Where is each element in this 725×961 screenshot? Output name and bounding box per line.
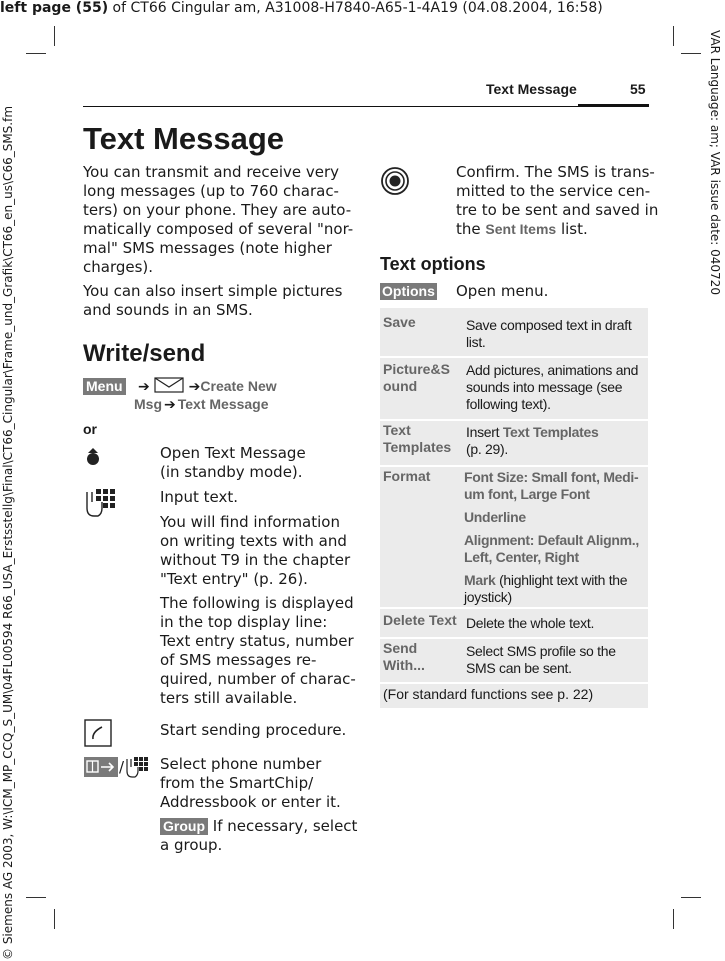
text-line: The following is displayed (160, 594, 354, 612)
text-line: list. (466, 334, 486, 350)
format-mark (464, 572, 646, 606)
text-line: Left, Center, Right (464, 549, 579, 565)
menu-path-line-2 (134, 395, 269, 414)
text-line: from the SmartChip/ (160, 774, 314, 792)
text-line: Templates (383, 439, 452, 455)
step-select (160, 755, 341, 812)
options-row (380, 282, 437, 301)
text-line: (p. 29). (466, 441, 508, 457)
intro-paragraph-2 (83, 282, 342, 320)
text-line: tre to be sent and saved in (456, 201, 659, 219)
text-line: SMS can be sent. (466, 660, 572, 676)
text-line: of SMS messages re- (160, 651, 317, 669)
group-text: If necessary, select (208, 817, 358, 835)
table-row (380, 308, 648, 356)
crop-mark (681, 53, 701, 54)
text-line: and sounds in an SMS. (83, 301, 253, 319)
option-save: Save (383, 314, 416, 330)
option-picture-sound (383, 361, 450, 395)
option-send-with-desc (466, 643, 646, 677)
step-input: Input text. (160, 488, 238, 506)
standard-functions-note: (For standard functions see p. 22) (383, 686, 594, 702)
side-margin-left: © Siemens AG 2003, W:\ICM_MP_CCQ_S_UM\04FL00594 R66_USA_Erstsstellg\Final\CT66_Cingular\Frame_und_Grafik\CT66_en_us\C66_SMS.fm (1, 105, 15, 960)
joystick-up-icon (86, 448, 100, 466)
step-display (160, 594, 356, 708)
arrow-icon: ➔ (138, 379, 150, 395)
text-line: without T9 in the chapter (160, 551, 351, 569)
text-line: Font Size: Small font, Medi- (464, 469, 639, 485)
text-line: Open Text Message (160, 444, 306, 462)
text-line: matically composed of several "nor- (83, 220, 354, 238)
text-line: on writing texts with and (160, 532, 347, 550)
text-line (466, 424, 646, 441)
options-softkey: Options (382, 283, 435, 299)
confirm-paragraph (456, 163, 658, 239)
text-line: Add pictures, animations and (466, 362, 639, 378)
menu-path (83, 377, 277, 396)
table-row (380, 358, 648, 419)
text-line: Addressbook or enter it. (160, 793, 341, 811)
menu-softkey: Menu (83, 378, 126, 395)
text-line: charges). (83, 258, 154, 276)
text-line: joystick) (464, 589, 512, 605)
option-text-templates-desc (466, 424, 646, 458)
section-heading-text-options: Text options (380, 254, 486, 274)
format-alignment (464, 532, 646, 566)
text-line: mitted to the service cen- (456, 182, 651, 200)
crop-mark (54, 909, 55, 929)
mark-text: (highlight text with the (495, 572, 628, 588)
option-save-desc (466, 317, 646, 351)
envelope-icon (154, 377, 184, 393)
text-line: Alignment: Default Alignm., (464, 532, 639, 548)
print-header-info: of CT66 Cingular am, A31008-H7840-A65-1-4A19 (04.08.2004, 16:58) (108, 0, 603, 16)
text-line: ters still available. (160, 689, 298, 707)
option-text-templates (383, 422, 451, 456)
path-msg: Msg (134, 396, 162, 412)
confirm-list: list. (556, 220, 588, 238)
text-line: Picture&S (383, 361, 450, 377)
text-line: Save composed text in draft (466, 317, 632, 333)
header-rule-thick (578, 104, 649, 107)
text-line: mal" SMS messages (note higher (83, 239, 332, 257)
text-line: Select SMS profile so the (466, 643, 616, 659)
crop-mark (681, 897, 701, 898)
path-create-new: Create New (200, 378, 277, 394)
text-line: Select phone number (160, 755, 322, 773)
text-line: a group. (160, 836, 223, 854)
slash-separator: / (119, 758, 125, 776)
text-line: in the top display line: (160, 613, 328, 631)
option-delete-text-desc: Delete the whole text. (466, 615, 595, 631)
keypad-icon (84, 488, 116, 518)
confirm-center-key-icon (380, 166, 410, 196)
print-header-prefix: left page (55) (0, 0, 109, 16)
text-line: sounds into message (see (466, 379, 623, 395)
text-line: You can transmit and receive very (83, 163, 340, 181)
or-label: or (83, 421, 97, 437)
print-header (0, 0, 603, 16)
call-key-icon (84, 719, 112, 747)
step-send: Start sending procedure. (160, 721, 347, 739)
option-delete-text: Delete Text (383, 612, 457, 628)
text-line: Confirm. The SMS is trans- (456, 163, 655, 181)
text-line: Text (383, 422, 411, 438)
text-line: long messages (up to 760 charac- (83, 182, 339, 200)
keypad-icon (125, 756, 149, 778)
table-row (380, 639, 648, 682)
section-heading-write-send: Write/send (83, 340, 206, 367)
sent-items-label: Sent Items (485, 221, 557, 237)
text-line: quired, number of charac- (160, 670, 356, 688)
text-line: You will find information (160, 513, 340, 531)
crop-mark (26, 53, 46, 54)
crop-mark (673, 909, 674, 929)
intro-paragraph (83, 163, 353, 277)
step-open (160, 444, 306, 482)
table-row (380, 421, 648, 465)
text-line: Send (383, 640, 418, 656)
text-line: ound (383, 378, 418, 394)
page-number: 55 (630, 81, 646, 97)
crop-mark (26, 897, 46, 898)
addressbook-icon (84, 757, 118, 777)
running-title: Text Message (486, 81, 577, 97)
text-line (464, 572, 646, 589)
table-row (380, 467, 648, 607)
header-rule (83, 106, 649, 107)
table-row (380, 609, 648, 637)
path-text-message: Text Message (177, 396, 269, 412)
group-softkey: Group (160, 818, 208, 835)
text-templates-label: Text Templates (502, 424, 599, 440)
mark-label: Mark (464, 572, 496, 588)
page-title: Text Message (83, 121, 285, 156)
options-text: Open menu. (456, 282, 549, 300)
text-line: Text entry status, number (160, 632, 354, 650)
insert-word: Insert (466, 424, 503, 440)
step-info (160, 513, 350, 589)
arrow-icon: ➔ (164, 397, 176, 413)
format-font-size (464, 469, 646, 503)
option-format-desc (464, 469, 646, 606)
format-underline: Underline (464, 509, 526, 525)
text-line: following text). (466, 396, 551, 412)
text-line (456, 220, 658, 239)
arrow-icon: ➔ (188, 379, 201, 395)
crop-mark (673, 26, 674, 46)
text-line: With... (383, 657, 425, 673)
text-line: um font, Large Font (464, 486, 590, 502)
table-footer-row (380, 684, 648, 708)
text-line (160, 817, 357, 836)
option-format: Format (383, 468, 431, 484)
text-line: "Text entry" (p. 26). (160, 570, 308, 588)
text-line: ters) on your phone. They are auto- (83, 201, 352, 219)
text-line: (in standby mode). (160, 463, 303, 481)
step-group (160, 817, 357, 855)
crop-mark (54, 26, 55, 46)
side-margin-right: VAR Language: am; VAR issue date: 040720 (708, 30, 722, 295)
confirm-the: the (456, 220, 486, 238)
option-send-with (383, 640, 425, 674)
option-picture-sound-desc (466, 362, 646, 413)
text-line: You can also insert simple pictures (83, 282, 343, 300)
